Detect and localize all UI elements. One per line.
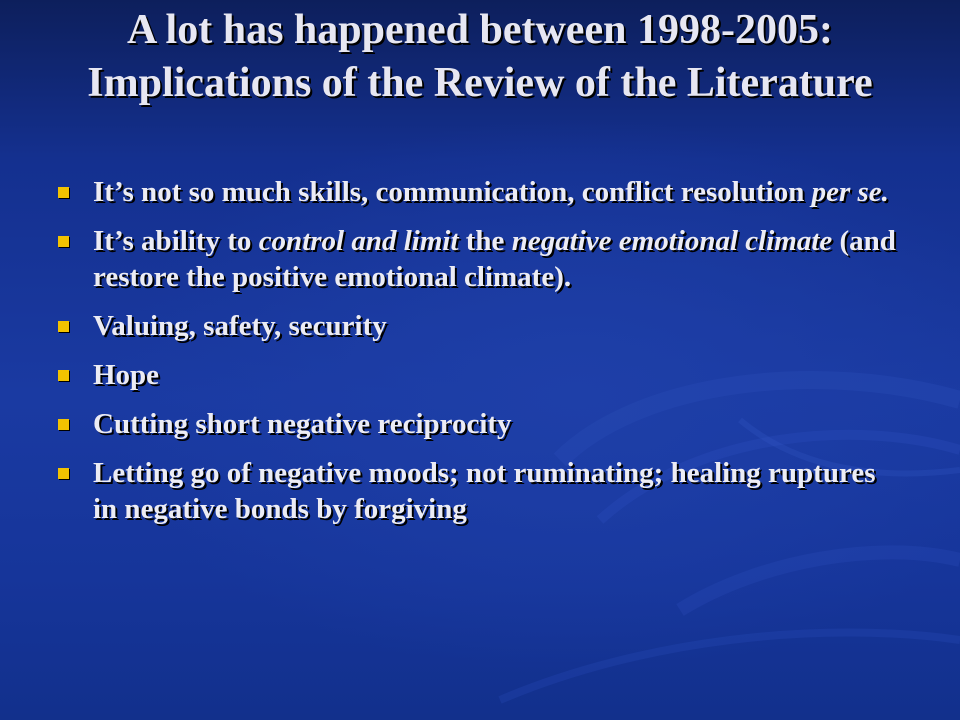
bullet-text	[93, 308, 898, 344]
bullet-text-italic-segment: per se.	[811, 176, 889, 208]
square-bullet-icon	[58, 236, 69, 247]
square-bullet-icon	[58, 370, 69, 381]
bullet-text-segment: It’s ability to	[93, 225, 259, 257]
bullet-text	[93, 357, 898, 393]
bullet-text-segment: (and restore the positive emotional climate).	[93, 225, 896, 293]
bullet-item	[58, 308, 898, 344]
bullet-item	[58, 223, 898, 295]
slide-title: A lot has happened between 1998-2005: Implications of the Review of the Literature	[87, 7, 873, 106]
square-bullet-icon	[58, 187, 69, 198]
bullet-text	[93, 455, 898, 527]
square-bullet-icon	[58, 321, 69, 332]
bullet-text-segment: Letting go of negative moods; not ruminating; healing ruptures in negative bonds by forgiving	[93, 457, 876, 525]
bullet-item	[58, 174, 898, 210]
bullet-item	[58, 357, 898, 393]
bullet-text-italic-segment: negative emotional climate	[511, 225, 833, 257]
bullet-list	[58, 174, 898, 540]
bullet-text-segment: Cutting short negative reciprocity	[93, 408, 512, 440]
bullet-text-italic-segment: control and limit	[258, 225, 459, 257]
bullet-text-segment: It’s not so much skills, communication, conflict resolution	[93, 176, 812, 208]
square-bullet-icon	[58, 419, 69, 430]
bullet-text-segment: Valuing, safety, security	[93, 310, 387, 342]
bullet-item	[58, 455, 898, 527]
bullet-text	[93, 223, 898, 295]
square-bullet-icon	[58, 468, 69, 479]
bullet-text	[93, 406, 898, 442]
bullet-text-segment: Hope	[93, 359, 160, 391]
bullet-item	[58, 406, 898, 442]
bullet-text-segment: the	[458, 225, 512, 257]
bullet-text	[93, 174, 898, 210]
